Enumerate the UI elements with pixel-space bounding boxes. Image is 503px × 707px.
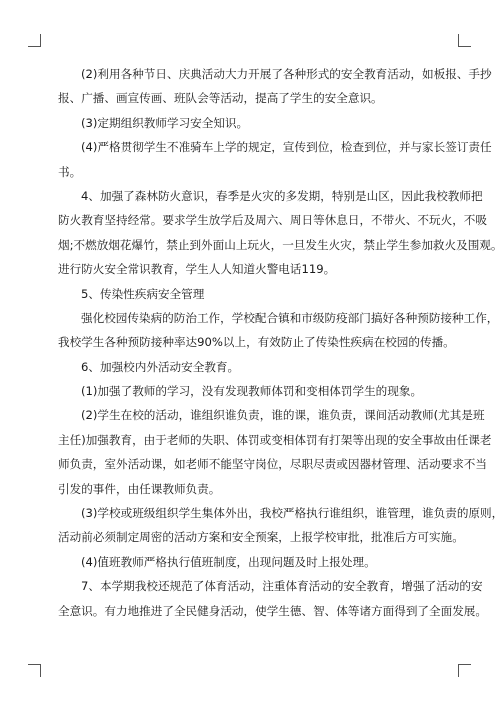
text-line: 防火教育坚持经常。要求学生放学后及周六、周日等休息日，不带火、不玩火，不吸	[58, 213, 487, 228]
crop-mark-bottom-left	[28, 664, 41, 677]
text-line: 全意识。有力地推进了全民健身活动，使学生德、智、体等诸方面得到了全面发展。	[58, 603, 487, 618]
document-body	[58, 62, 503, 623]
text-line: 4、加强了森林防火意识，春季是火灾的多发期，特别是山区，因此我校教师把	[81, 188, 483, 203]
text-line: 7、本学期我校还规范了体育活动，注重体育活动的安全教育，增强了活动的安	[81, 579, 483, 594]
text-line: 我校学生各种预防接种率达90%以上，有效防止了传染性疾病在校园的传播。	[58, 335, 455, 350]
text-line: (3)定期组织教师学习安全知识。	[81, 115, 249, 130]
crop-mark-bottom-right	[458, 664, 471, 677]
text-line: (3)学校或班级组织学生集体外出，我校严格执行谁组织，谁管理，谁负责的原则，	[81, 506, 503, 521]
text-line: 书。	[58, 164, 82, 179]
text-line: 主任)加强教育，由于老师的失职、体罚或变相体罚有打架等出现的安全事故由任课老	[58, 432, 492, 447]
crop-mark-top-left	[28, 34, 41, 47]
text-line: 活动前必须制定周密的活动方案和安全预案，上报学校审批，批准后方可实施。	[58, 530, 464, 545]
text-line: (2)利用各种节日、庆典活动大力开展了各种形式的安全教育活动，如板报、手抄	[81, 67, 492, 81]
text-line: 6、加强校内外活动安全教育。	[81, 359, 240, 374]
text-line: (4)严格贯彻学生不准骑车上学的规定，宣传到位，检查到位，并与家长签订责任	[81, 140, 492, 155]
text-line: 5、传染性疾病安全管理	[81, 286, 205, 301]
text-line: (4)值班教师严格执行值班制度，出现问题及时上报处理。	[81, 554, 376, 569]
text-line: 烟;不燃放烟花爆竹，禁止到外面山上玩火，一旦发生火灾，禁止学生参加救火及围观。	[58, 237, 503, 252]
text-line: 引发的事件，由任课教师负责。	[58, 481, 221, 496]
text-line: (1)加强了教师的学习，没有发现教师体罚和变相体罚学生的现象。	[81, 384, 423, 399]
crop-mark-top-right	[458, 34, 471, 47]
text-line: 进行防火安全常识教育，学生人人知道火警电话119。	[58, 262, 336, 277]
text-line: (2)学生在校的活动，谁组织谁负责，谁的课，谁负责，课间活动教师(尤其是班	[81, 408, 485, 423]
text-line: 报、广播、画宣传画、班队会等活动，提高了学生的安全意识。	[58, 91, 383, 106]
text-line: 师负责，室外活动课，如老师不能坚守岗位，尽职尽责或因器材管理、活动要求不当	[58, 457, 487, 472]
text-line: 强化校园传染病的防治工作，学校配合镇和市级防疫部门搞好各种预防接种工作，	[81, 310, 499, 325]
